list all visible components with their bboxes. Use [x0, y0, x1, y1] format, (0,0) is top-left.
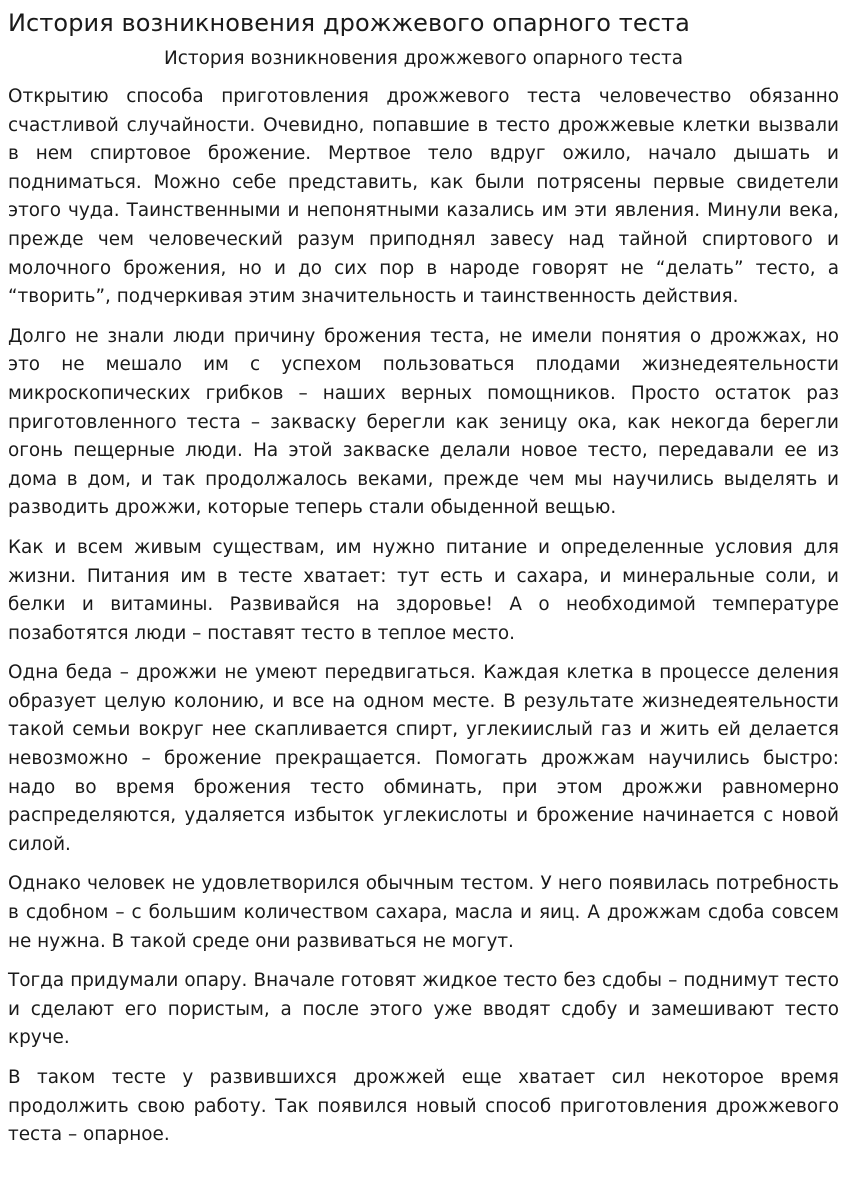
- paragraph-1: Открытию способа приготовления дрожжевого теста человечество обязанно счастливой случайности. Очевидно, попавшие в тесто дрожжевые клетки вызвали в нем спиртовое брожение. Мертвое тело вдруг ожило, начало дышать и подниматься. Можно себе представить, как были потрясены первые свидетели этого чуда. Таинственными и непонятными казались им эти явления. Минули века, прежде чем человеческий разум приподнял завесу над тайной спиртового и молочного брожения, но и до сих пор в народе говорят не “делать” тесто, а “творить”, подчеркивая этим значительность и таинственность действия.: [8, 86, 839, 308]
- paragraph-4: Одна беда – дрожжи не умеют передвигаться. Каждая клетка в процессе деления образует целую колонию, и все на одном месте. В результате жизнедеятельности такой семьи вокруг нее скапливается спирт, углекиислый газ и жить ей делается невозможно – брожение прекращается. Помогать дрожжам научились быстро: надо во время брожения тесто обминать, при этом дрожжи равномерно распределяются, удаляется избыток углекислоты и брожение начинается с новой силой.: [8, 662, 839, 855]
- paragraph-2: Долго не знали люди причину брожения теста, не имели понятия о дрожжах, но это не мешало им с успехом пользоваться плодами жизнедеятельности микроскопических грибков – наших верных помощников. Просто остаток раз приготовленного теста – закваску берегли как зеницу ока, как некогда берегли огонь пещерные люди. На этой закваске делали новое тесто, передавали ее из дома в дом, и так продолжалось веками, прежде чем мы научились выделять и разводить дрожжи, которые теперь стали обыденной вещью.: [8, 325, 839, 519]
- article-body: [8, 83, 839, 1150]
- paragraph-6: Тогда придумали опару. Вначале готовят жидкое тесто без сдобы – поднимут тесто и сделают его пористым, а после этого уже вводят сдобу и замешивают тесто круче.: [8, 970, 839, 1049]
- paragraph-7: В таком тесте у развившихся дрожжей еще хватает сил некоторое время продолжить свою работу. Так появился новый способ приготовления дрожжевого теста – опарное.: [8, 1067, 839, 1146]
- page-title: История возникновения дрожжевого опарного теста: [8, 9, 690, 37]
- paragraph-5: Однако человек не удовлетворился обычным тестом. У него появилась потребность в сдобном – с большим количеством сахара, масла и яиц. А дрожжам сдоба совсем не нужна. В такой среде они развиваться не могут.: [8, 873, 839, 952]
- document-subtitle: История возникновения дрожжевого опарного теста: [164, 48, 683, 69]
- paragraph-3: Как и всем живым существам, им нужно питание и определенные условия для жизни. Питания им в тесте хватает: тут есть и сахара, и минеральные соли, и белки и витамины. Развивайся на здоровье! А о необходимой температуре позаботятся люди – поставят тесто в теплое место.: [8, 536, 839, 644]
